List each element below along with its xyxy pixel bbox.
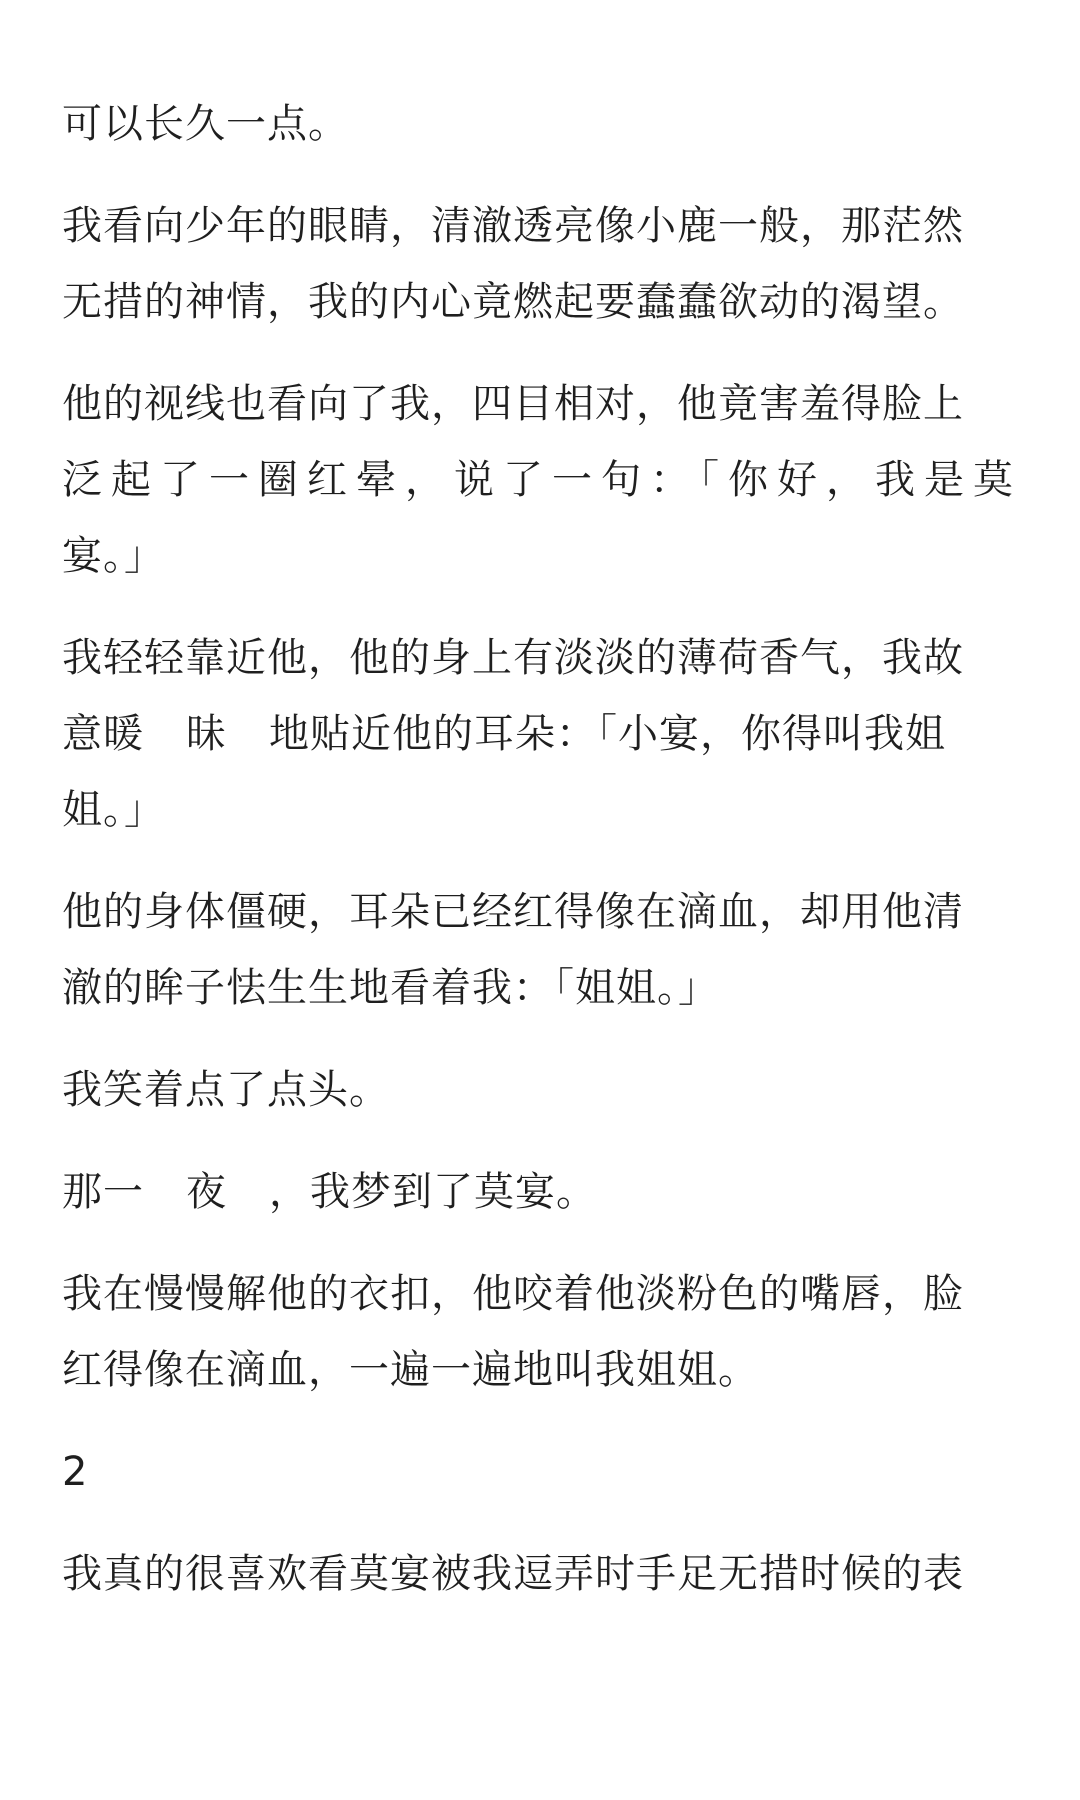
paragraph-7-line-1-part-1: 那一 xyxy=(62,1169,144,1215)
paragraph-6 xyxy=(62,1052,1028,1128)
section-number: 2 xyxy=(62,1449,88,1495)
paragraph-7-line-1-part-3: ，我梦到了莫宴。 xyxy=(269,1169,597,1215)
paragraph-7-line-1 xyxy=(62,1154,1028,1230)
paragraph-3 xyxy=(62,366,1028,594)
paragraph-9 xyxy=(62,1536,1028,1612)
paragraph-3-line-3: 宴。」 xyxy=(62,533,165,579)
paragraph-8-line-2: 红得像在滴血，一遍一遍地叫我姐姐。 xyxy=(62,1347,759,1393)
paragraph-8-line-1: 我在慢慢解他的衣扣，他咬着他淡粉色的嘴唇，脸 xyxy=(62,1271,964,1317)
paragraph-1-line-1: 可以长久一点。 xyxy=(62,101,349,147)
paragraph-9-line-1: 我真的很喜欢看莫宴被我逗弄时手足无措时候的表 xyxy=(62,1551,964,1597)
paragraph-5 xyxy=(62,874,1028,1026)
paragraph-3-line-1: 他的视线也看向了我，四目相对，他竟害羞得脸上 xyxy=(62,381,964,427)
paragraph-4-line-2 xyxy=(62,696,1028,772)
paragraph-1 xyxy=(62,86,1028,162)
paragraph-3-line-2: 泛起了一圈红晕，说了一句：「你好，我是莫 xyxy=(62,457,1022,503)
paragraph-7-line-1-part-2: 夜 xyxy=(186,1169,227,1215)
paragraph-5-line-1: 他的身体僵硬，耳朵已经红得像在滴血，却用他清 xyxy=(62,889,964,935)
paragraph-4-line-2-part-3: 地贴近他的耳朵：「小宴，你得叫我姐 xyxy=(269,711,946,757)
paragraph-4-line-2-part-1: 意暖 xyxy=(62,711,144,757)
paragraph-5-line-2: 澈的眸子怯生生地看着我：「姐姐。」 xyxy=(62,965,719,1011)
paragraph-4-line-2-part-2: 昧 xyxy=(186,711,227,757)
paragraph-8 xyxy=(62,1256,1028,1408)
paragraph-4 xyxy=(62,620,1028,848)
article-body xyxy=(62,86,1028,1638)
paragraph-2-line-2: 无措的神情，我的内心竟燃起要蠢蠢欲动的渴望。 xyxy=(62,279,964,325)
paragraph-2-line-1: 我看向少年的眼睛，清澈透亮像小鹿一般，那茫然 xyxy=(62,203,964,249)
paragraph-4-line-3: 姐。」 xyxy=(62,787,165,833)
paragraph-7 xyxy=(62,1154,1028,1230)
paragraph-6-line-1: 我笑着点了点头。 xyxy=(62,1067,390,1113)
paragraph-2 xyxy=(62,188,1028,340)
paragraph-4-line-1: 我轻轻靠近他，他的身上有淡淡的薄荷香气，我故 xyxy=(62,635,964,681)
